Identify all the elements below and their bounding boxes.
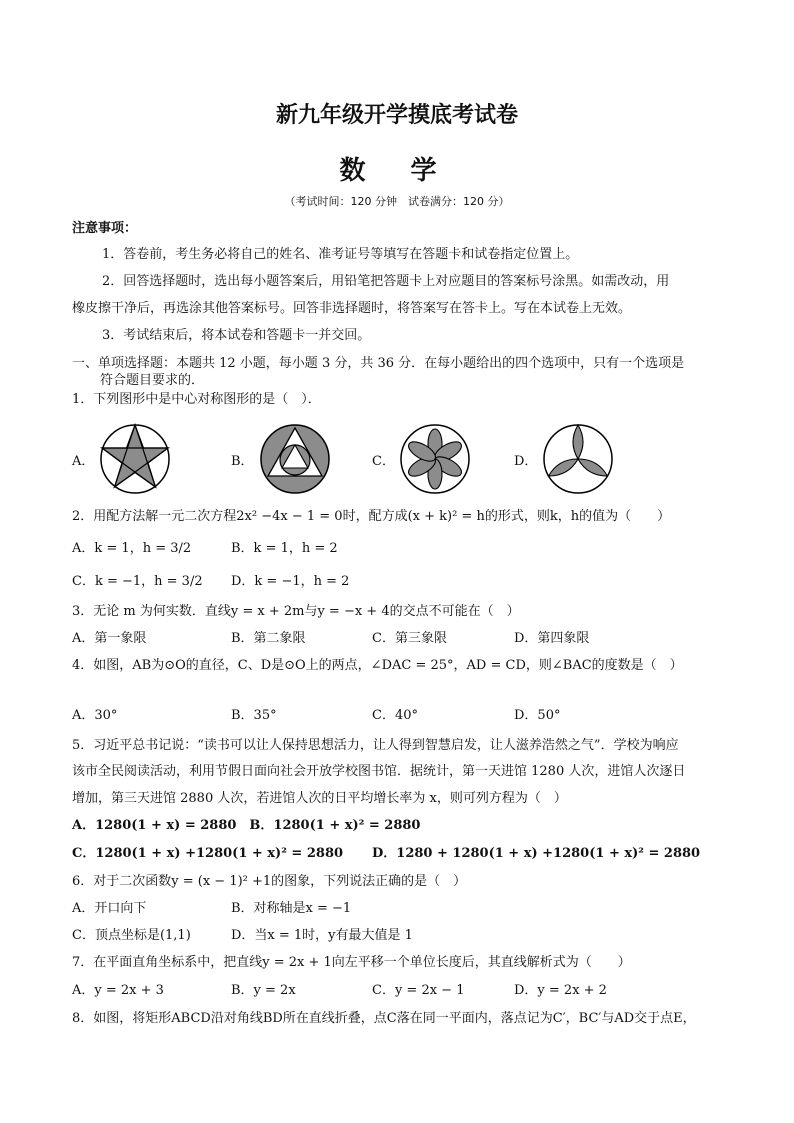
- q1-label-d: D．: [514, 454, 538, 469]
- q2-option-d: D．k = −1，h = 2: [231, 574, 350, 589]
- note-3: 3．考试结束后，将本试卷和答题卡一并交回。: [102, 328, 371, 343]
- q7-stem: 7．在平面直角坐标系中，把直线y = 2x + 1向左平移一个单位长度后，其直线解析式为（ ）: [72, 955, 631, 970]
- q4-option-c: C．40°: [372, 708, 418, 723]
- notes-heading: 注意事项：: [72, 221, 138, 236]
- flower-in-circle-icon[interactable]: [398, 422, 472, 496]
- q3-option-d: D．第四象限: [514, 631, 590, 646]
- q4-stem: 4．如图，AB为⊙O的直径，C、D是⊙O上的两点，∠DAC = 25°，AD = CD，则∠BAC的度数是（ ）: [72, 658, 683, 673]
- subject-title: 数 学: [339, 156, 455, 186]
- note-2-cont: 橡皮擦干净后，再选涂其他答案标号。回答非选择题时，将答案写在答卡上。写在本试卷上无效。: [72, 301, 632, 316]
- q5-stem-line1: 5．习近平总书记说：“读书可以让人保持思想活力，让人得到智慧启发，让人滋养浩然之气”．学校为响应: [72, 738, 679, 753]
- q5-stem-line2: 该市全民阅读活动，利用节假日面向社会开放学校图书馆．据统计，第一天进馆 1280 人次，进馆人次逐日: [72, 764, 686, 779]
- q2-stem: 2．用配方法解一元二次方程2x² −4x − 1 = 0时，配方成(x + k)² = h的形式，则k，h的值为（ ）: [72, 509, 671, 524]
- q6-option-b: B．对称轴是x = −1: [231, 901, 352, 916]
- note-2: 2．回答选择题时，选出每小题答案后，用铅笔把答题卡上对应题目的答案标号涂黑。如需改动，用: [102, 274, 670, 289]
- q1-label-c: C．: [372, 454, 395, 469]
- triangle-in-circle-icon[interactable]: [258, 422, 332, 496]
- q5-option-ab: A．1280(1 + x) = 2880 B．1280(1 + x)² = 2880: [72, 818, 421, 833]
- three-petal-circle-icon[interactable]: [541, 422, 615, 496]
- q3-option-b: B．第二象限: [231, 631, 306, 646]
- q3-option-c: C．第三象限: [372, 631, 447, 646]
- q4-option-a: A．30°: [72, 708, 118, 723]
- q5-option-d: D．1280 + 1280(1 + x) +1280(1 + x)² = 2880: [372, 846, 701, 861]
- q7-option-c: C．y = 2x − 1: [372, 983, 465, 998]
- exam-title: 新九年级开学摸底考试卷: [275, 103, 518, 128]
- q7-option-b: B．y = 2x: [231, 983, 296, 998]
- q1-label-a: A．: [72, 454, 95, 469]
- q1-stem: 1．下列图形中是中心对称图形的是（ ）．: [72, 392, 321, 407]
- star-in-circle-icon[interactable]: [98, 422, 172, 496]
- q6-option-a: A．开口向下: [72, 901, 147, 916]
- q6-option-c: C．顶点坐标是(1,1): [72, 928, 191, 943]
- q1-label-b: B．: [231, 454, 254, 469]
- q7-option-d: D．y = 2x + 2: [514, 983, 607, 998]
- q3-stem: 3．无论 m 为何实数．直线y = x + 2m与y = −x + 4的交点不可能在（ ）: [72, 604, 520, 619]
- q6-option-d: D．当x = 1时，y有最大值是 1: [231, 928, 413, 943]
- q2-option-b: B．k = 1，h = 2: [231, 541, 338, 556]
- q6-stem: 6．对于二次函数y = (x − 1)² +1的图象，下列说法正确的是（ ）: [72, 874, 467, 889]
- q7-option-a: A．y = 2x + 3: [72, 983, 164, 998]
- q2-option-a: A．k = 1，h = 3/2: [72, 541, 192, 556]
- section-heading: 一、单项选择题：本题共 12 小题，每小题 3 分，共 36 分．在每小题给出的四个选项中，只有一个选项是: [72, 356, 685, 371]
- q2-option-c: C．k = −1，h = 3/2: [72, 574, 203, 589]
- q4-option-d: D．50°: [514, 708, 561, 723]
- q8-stem: 8．如图，将矩形ABCD沿对角线BD所在直线折叠，点C落在同一平面内，落点记为C′，BC′与AD交于点E，: [72, 1011, 696, 1026]
- q5-stem-line3: 增加，第三天进馆 2880 人次，若进馆人次的日平均增长率为 x，则可列方程为（ ）: [72, 791, 567, 806]
- q4-option-b: B．35°: [231, 708, 277, 723]
- section-heading-cont: 符合题目要求的．: [100, 373, 205, 388]
- note-1: 1．答卷前，考生务必将自己的姓名、准考证号等填写在答题卡和试卷指定位置上。: [102, 247, 579, 262]
- exam-info: （考试时间：120 分钟 试卷满分：120 分）: [284, 195, 510, 208]
- q3-option-a: A．第一象限: [72, 631, 147, 646]
- q5-option-c: C．1280(1 + x) +1280(1 + x)² = 2880: [72, 846, 344, 861]
